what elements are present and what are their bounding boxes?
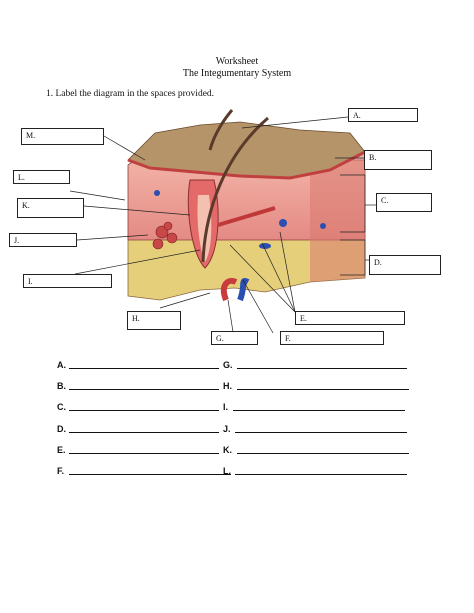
- answer-j[interactable]: J.: [223, 424, 231, 434]
- answer-l[interactable]: L.: [223, 466, 231, 476]
- answer-i[interactable]: I.: [223, 402, 228, 412]
- label-box-i[interactable]: I.: [23, 274, 112, 288]
- label-box-a[interactable]: A.: [348, 108, 418, 122]
- label-box-d[interactable]: D.: [369, 255, 441, 275]
- label-box-g[interactable]: G.: [211, 331, 258, 345]
- worksheet-subtitle: The Integumentary System: [182, 68, 292, 79]
- answer-d[interactable]: D.: [57, 424, 66, 434]
- answer-b[interactable]: B.: [57, 381, 66, 391]
- label-box-l[interactable]: L.: [13, 170, 70, 184]
- answer-f[interactable]: F.: [57, 466, 64, 476]
- label-box-h[interactable]: H.: [127, 311, 181, 330]
- worksheet-title: Worksheet: [215, 56, 259, 67]
- answer-a[interactable]: A.: [57, 360, 66, 370]
- label-box-k[interactable]: K.: [17, 198, 84, 218]
- label-box-m[interactable]: M.: [21, 128, 104, 145]
- instructions: 1. Label the diagram in the spaces provided.: [46, 89, 215, 99]
- artery: [224, 281, 236, 300]
- answer-k[interactable]: K.: [223, 445, 232, 455]
- answer-c[interactable]: C.: [57, 402, 66, 412]
- answer-e[interactable]: E.: [57, 445, 66, 455]
- label-box-f[interactable]: F.: [280, 331, 384, 345]
- vein: [240, 281, 248, 300]
- answer-h[interactable]: H.: [223, 381, 232, 391]
- label-box-c[interactable]: C.: [376, 193, 432, 212]
- label-box-j[interactable]: J.: [9, 233, 77, 247]
- label-box-e[interactable]: E.: [295, 311, 405, 325]
- label-box-b[interactable]: B.: [364, 150, 432, 170]
- answer-g[interactable]: G.: [223, 360, 233, 370]
